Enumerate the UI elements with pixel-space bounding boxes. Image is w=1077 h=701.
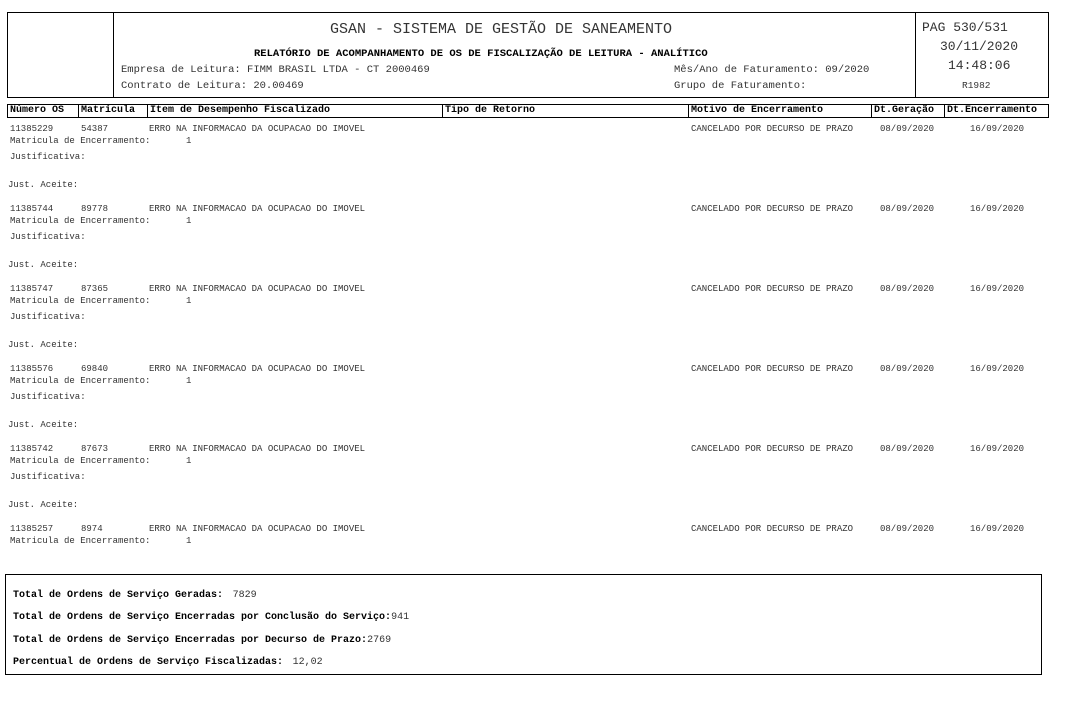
col-motivo-encerramento: Motivo de Encerramento: [688, 104, 872, 118]
record-justificativa-label: Justificativa:: [10, 312, 86, 322]
record-just-aceite-label: Just. Aceite:: [8, 500, 79, 510]
record-item: ERRO NA INFORMACAO DA OCUPACAO DO IMOVEL: [149, 364, 366, 374]
col-tipo-retorno: Tipo de Retorno: [442, 104, 689, 118]
record-os: 11385229: [10, 124, 54, 134]
record-mat-enc-label: Matricula de Encerramento:: [10, 216, 151, 226]
record-mat-enc-label: Matricula de Encerramento:: [10, 136, 151, 146]
record-motivo: CANCELADO POR DECURSO DE PRAZO: [691, 364, 854, 374]
record-justificativa-label: Justificativa:: [10, 232, 86, 242]
record-os: 11385257: [10, 524, 54, 534]
record-dt-encerramento: 16/09/2020: [970, 364, 1025, 374]
record-mat-enc-value: 1: [186, 296, 192, 306]
record-mat-enc-label: Matricula de Encerramento:: [10, 456, 151, 466]
record-item: ERRO NA INFORMACAO DA OCUPACAO DO IMOVEL: [149, 204, 366, 214]
header-divider-left: [113, 12, 114, 98]
report-code: R1982: [962, 80, 991, 91]
record-justificativa-label: Justificativa:: [10, 472, 86, 482]
record-motivo: CANCELADO POR DECURSO DE PRAZO: [691, 524, 854, 534]
total-conclusao: [13, 606, 409, 624]
record-matricula: 87673: [81, 444, 109, 454]
total-percentual: [13, 651, 323, 669]
grupo-faturamento: Grupo de Faturamento:: [674, 80, 807, 92]
record-motivo: CANCELADO POR DECURSO DE PRAZO: [691, 444, 854, 454]
record-item: ERRO NA INFORMACAO DA OCUPACAO DO IMOVEL: [149, 524, 366, 534]
record-dt-encerramento: 16/09/2020: [970, 204, 1025, 214]
contrato-leitura: Contrato de Leitura: 20.00469: [121, 80, 304, 92]
mes-ano-faturamento: Mês/Ano de Faturamento: 09/2020: [674, 64, 870, 76]
record-mat-enc-value: 1: [186, 536, 192, 546]
col-matricula: Matrícula: [78, 104, 148, 118]
record-mat-enc-value: 1: [186, 456, 192, 466]
record-mat-enc-value: 1: [186, 216, 192, 226]
total-percentual-label: Percentual de Ordens de Serviço Fiscalizadas:: [13, 657, 284, 668]
col-dt-encerramento: Dt.Encerramento: [944, 104, 1049, 118]
total-decurso-value: 2769: [367, 635, 392, 646]
report-time: 14:48:06: [948, 58, 1011, 73]
col-dt-geracao: Dt.Geração: [871, 104, 945, 118]
report-title: RELATÓRIO DE ACOMPANHAMENTO DE OS DE FISCALIZAÇÃO DE LEITURA - ANALÍTICO: [254, 48, 708, 60]
record-just-aceite-label: Just. Aceite:: [8, 340, 79, 350]
record-dt-geracao: 08/09/2020: [880, 444, 935, 454]
record-dt-geracao: 08/09/2020: [880, 364, 935, 374]
col-numero-os: Número OS: [7, 104, 79, 118]
record-dt-geracao: 08/09/2020: [880, 524, 935, 534]
total-geradas-value: 7829: [232, 590, 257, 601]
record-matricula: 89778: [81, 204, 109, 214]
record-item: ERRO NA INFORMACAO DA OCUPACAO DO IMOVEL: [149, 284, 366, 294]
record-item: ERRO NA INFORMACAO DA OCUPACAO DO IMOVEL: [149, 124, 366, 134]
record-dt-encerramento: 16/09/2020: [970, 124, 1025, 134]
record-mat-enc-value: 1: [186, 376, 192, 386]
record-os: 11385576: [10, 364, 54, 374]
record-mat-enc-label: Matricula de Encerramento:: [10, 296, 151, 306]
record-dt-geracao: 08/09/2020: [880, 204, 935, 214]
record-mat-enc-label: Matricula de Encerramento:: [10, 536, 151, 546]
total-decurso-label: Total de Ordens de Serviço Encerradas por Decurso de Prazo:: [13, 635, 368, 646]
total-decurso: [13, 629, 391, 647]
record-matricula: 54387: [81, 124, 109, 134]
record-matricula: 69840: [81, 364, 109, 374]
col-item-desempenho: Item de Desempenho Fiscalizado: [147, 104, 443, 118]
record-mat-enc-value: 1: [186, 136, 192, 146]
record-matricula: 8974: [81, 524, 103, 534]
record-item: ERRO NA INFORMACAO DA OCUPACAO DO IMOVEL: [149, 444, 366, 454]
report-date: 30/11/2020: [940, 39, 1019, 54]
record-os: 11385744: [10, 204, 54, 214]
record-motivo: CANCELADO POR DECURSO DE PRAZO: [691, 204, 854, 214]
record-matricula: 87365: [81, 284, 109, 294]
record-os: 11385747: [10, 284, 54, 294]
record-motivo: CANCELADO POR DECURSO DE PRAZO: [691, 284, 854, 294]
record-justificativa-label: Justificativa:: [10, 152, 86, 162]
record-just-aceite-label: Just. Aceite:: [8, 180, 79, 190]
system-title: GSAN - SISTEMA DE GESTÃO DE SANEAMENTO: [330, 21, 673, 38]
record-os: 11385742: [10, 444, 54, 454]
record-just-aceite-label: Just. Aceite:: [8, 260, 79, 270]
header-divider-right: [915, 12, 916, 98]
total-conclusao-value: 941: [391, 612, 410, 623]
record-dt-encerramento: 16/09/2020: [970, 524, 1025, 534]
total-geradas-label: Total de Ordens de Serviço Geradas:: [13, 590, 224, 601]
total-geradas: [13, 584, 257, 602]
page-number: PAG 530/531: [922, 20, 1008, 35]
record-motivo: CANCELADO POR DECURSO DE PRAZO: [691, 124, 854, 134]
record-dt-encerramento: 16/09/2020: [970, 284, 1025, 294]
record-dt-geracao: 08/09/2020: [880, 284, 935, 294]
record-just-aceite-label: Just. Aceite:: [8, 420, 79, 430]
record-justificativa-label: Justificativa:: [10, 392, 86, 402]
record-dt-geracao: 08/09/2020: [880, 124, 935, 134]
total-conclusao-label: Total de Ordens de Serviço Encerradas por Conclusão do Serviço:: [13, 612, 392, 623]
empresa-leitura: Empresa de Leitura: FIMM BRASIL LTDA - CT 2000469: [121, 64, 430, 76]
record-dt-encerramento: 16/09/2020: [970, 444, 1025, 454]
total-percentual-value: 12,02: [292, 657, 323, 668]
record-mat-enc-label: Matricula de Encerramento:: [10, 376, 151, 386]
